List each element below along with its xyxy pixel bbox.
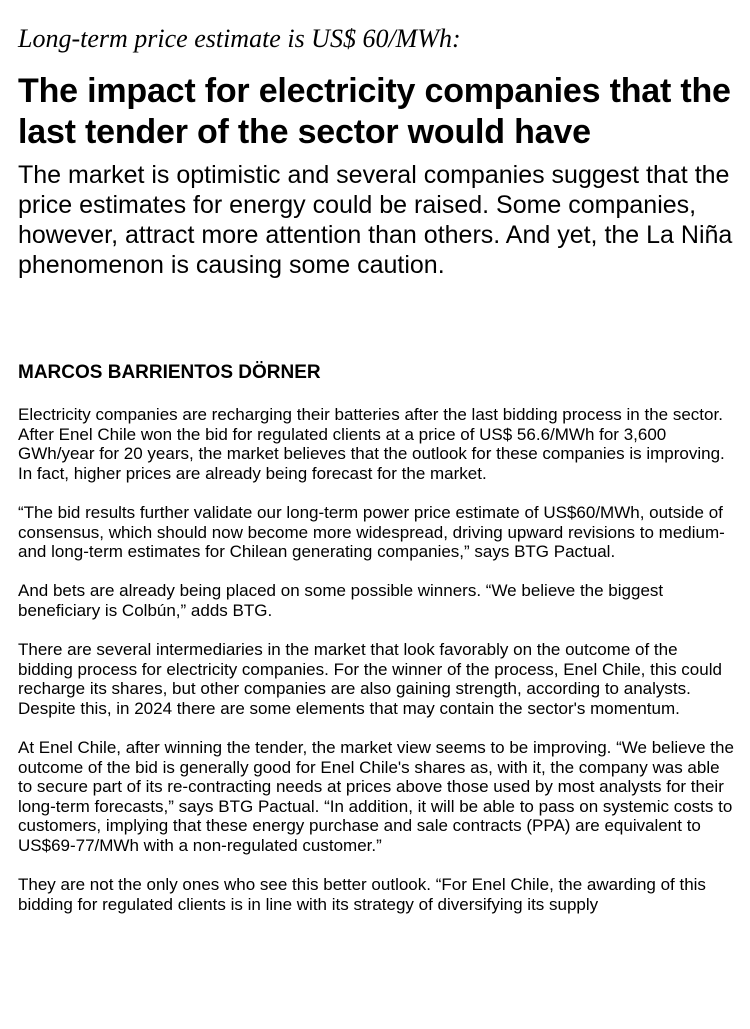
body-paragraph: There are several intermediaries in the market that look favorably on the outcome of the bidding process for electricity companies. For the winner of the process, Enel Chile, this could recharge its shares, but other companies are also gaining strength, according to analysts. Despite this, in 2024 there are some elements that may contain the sector's momentum. xyxy=(18,640,722,718)
body-paragraph: Electricity companies are recharging their batteries after the last bidding process in the sector. After Enel Chile won the bid for regulated clients at a price of US$ 56.6/MWh for 3,600 GWh/year for 20 years, the market believes that the outlook for these companies is improving. In fact, higher prices are already being forecast for the market. xyxy=(18,405,725,483)
article-byline: MARCOS BARRIENTOS DÖRNER xyxy=(18,362,321,383)
body-paragraph: “The bid results further validate our long-term power price estimate of US$60/MWh, outside of consensus, which should now become more widespread, driving upward revisions to medium- and long-term estimates for Chilean generating companies,” says BTG Pactual. xyxy=(18,502,725,562)
body-paragraph: And bets are already being placed on some possible winners. “We believe the biggest beneficiary is Colbún,” adds BTG. xyxy=(18,581,664,620)
article-standfirst: The market is optimistic and several companies suggest that the price estimates for energy could be raised. Some companies, however, attract more attention than others. And yet, the La Niña phenomenon is causing some caution. xyxy=(18,161,733,279)
body-paragraph: At Enel Chile, after winning the tender, the market view seems to be improving. “We believe the outcome of the bid is generally good for Enel Chile's shares as, with it, the company was able to secure part of its re-contracting needs at prices above those used by most analysts for their long-term forecasts,” says BTG Pactual. “In addition, it will be able to pass on systemic costs to customers, implying that these energy purchase and sale contracts (PPA) are equivalent to US$69-77/MWh with a non-regulated customer.” xyxy=(18,738,734,856)
article-body xyxy=(18,405,736,934)
article-headline: The impact for electricity companies that the last tender of the sector would have xyxy=(18,72,731,151)
body-paragraph: They are not the only ones who see this better outlook. “For Enel Chile, the awarding of this bidding for regulated clients is in line with its strategy of diversifying its supply xyxy=(18,875,706,914)
article-kicker: Long-term price estimate is US$ 60/MWh: xyxy=(18,24,461,53)
